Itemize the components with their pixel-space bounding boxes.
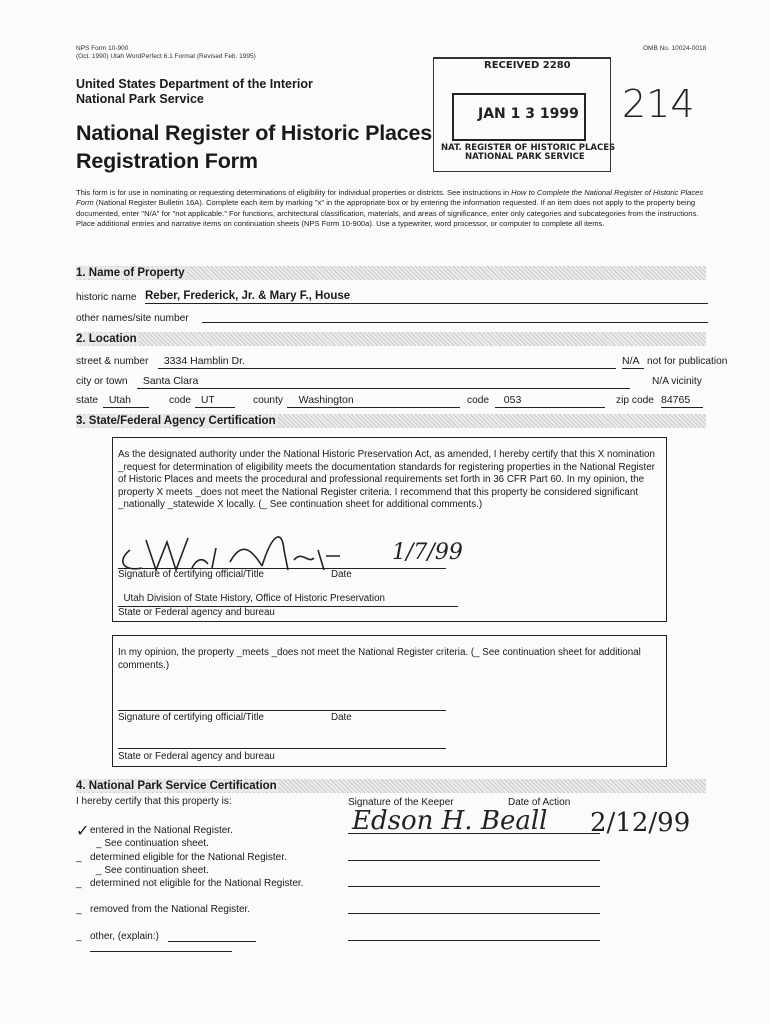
option-entered-continuation[interactable]: _ See continuation sheet.	[96, 838, 209, 849]
state-code-label: code	[169, 395, 192, 406]
city-label: city or town	[76, 376, 128, 387]
department-name: United States Department of the Interior	[76, 77, 313, 91]
agency-field[interactable]: Utah Division of State History, Office of Historic Preservation	[118, 593, 458, 607]
option-eligible-mark[interactable]: _	[76, 852, 82, 863]
form-title-line1: National Register of Historic Places	[76, 121, 433, 145]
other-names-field[interactable]	[202, 322, 708, 323]
section-4-heading: 4. National Park Service Certification	[76, 779, 706, 793]
keeper-line-4[interactable]	[348, 913, 600, 914]
option-entered: entered in the National Register.	[90, 825, 233, 836]
form-version: (Oct. 1990) Utah WordPerfect 6.1 Format (Revised Feb. 1995)	[76, 53, 256, 60]
intro-paragraph: This form is for use in nominating or requesting determinations of eligibility for individual properties or districts. See instructions in How to Complete the National Register of Historic Places Form (National Register Bulletin 16A). Complete each item by marking "x" in the appropriate box or by entering the information requested. If an item does not apply to the property being documented, enter "N/A" for "not applicable." For functions, architectural classification, materials, and areas of significance, enter only categories and subcategories from the instructions. Place additional entries and narrative items on continuation sheets (NPS Form 10-900a). Use a typewriter, word processor, or computer to complete all items.	[76, 188, 704, 229]
keeper-line-1[interactable]	[348, 833, 600, 834]
certify-statement: I hereby certify that this property is:	[76, 796, 232, 807]
vicinity-value: N/A vicinity	[652, 376, 702, 387]
signature-label-2: Signature of certifying official/Title	[118, 712, 264, 723]
agency-line-2	[118, 748, 446, 749]
not-for-publication-field[interactable]: N/A	[622, 355, 644, 369]
county-label: county	[253, 395, 284, 406]
opinion-text: In my opinion, the property _meets _does not meet the National Register criteria. (_ See continuation sheet for additional comments.)	[118, 647, 641, 671]
option-other: other, (explain:)	[90, 931, 159, 942]
option-other-mark[interactable]: _	[76, 931, 82, 942]
zip-label: zip code	[616, 395, 654, 406]
other-names-label: other names/site number	[76, 313, 189, 324]
option-removed: removed from the National Register.	[90, 904, 251, 915]
keeper-signature-label: Signature of the Keeper	[348, 797, 454, 808]
agency-label: State or Federal agency and bureau	[118, 607, 275, 618]
date-label: Date	[331, 569, 352, 580]
section-3-heading: 3. State/Federal Agency Certification	[76, 414, 706, 428]
street-label: street & number	[76, 356, 149, 367]
keeper-line-2[interactable]	[348, 860, 600, 861]
state-label: state	[76, 395, 99, 406]
omb-number: OMB No. 10024-0018	[643, 45, 707, 52]
other-explain-line[interactable]	[168, 941, 256, 942]
stamp-received: RECEIVED 2280	[484, 60, 571, 71]
service-name: National Park Service	[76, 92, 204, 106]
stamp-line1: NAT. REGISTER OF HISTORIC PLACES	[441, 143, 616, 153]
street-field[interactable]: 3334 Hamblin Dr.	[158, 355, 616, 369]
not-for-publication-label: not for publication	[647, 356, 728, 367]
form-number: NPS Form 10-900	[76, 45, 129, 52]
agency-label-2: State or Federal agency and bureau	[118, 751, 275, 762]
action-date-handwritten: 2/12/99	[590, 808, 691, 838]
keeper-line-3[interactable]	[348, 886, 600, 887]
date-label-2: Date	[331, 712, 352, 723]
state-code-field[interactable]: UT	[195, 394, 235, 408]
option-eligible-continuation[interactable]: _ See continuation sheet.	[96, 865, 209, 876]
handwritten-number: 214	[622, 82, 695, 126]
county-code-label: code	[467, 395, 490, 406]
keeper-line-5[interactable]	[348, 940, 600, 941]
historic-name-field[interactable]: Reber, Frederick, Jr. & Mary F., House	[145, 290, 708, 304]
certification-date-handwritten: 1/7/99	[392, 540, 463, 565]
section-1-heading: 1. Name of Property	[76, 266, 706, 280]
signature-line-2	[118, 710, 446, 711]
city-field[interactable]: Santa Clara	[137, 375, 630, 389]
keeper-signature: Edson H. Beall	[352, 806, 548, 836]
option-not-eligible: determined not eligible for the National Register.	[90, 878, 304, 889]
signature-label: Signature of certifying official/Title	[118, 569, 264, 580]
form-title-line2: Registration Form	[76, 149, 258, 173]
option-eligible: determined eligible for the National Register.	[90, 852, 287, 863]
state-field[interactable]: Utah	[103, 394, 149, 408]
county-field[interactable]: Washington	[287, 394, 460, 408]
option-not-eligible-mark[interactable]: _	[76, 878, 82, 889]
stamp-line2: NATIONAL PARK SERVICE	[465, 152, 585, 162]
county-code-field[interactable]: 053	[495, 394, 605, 408]
other-explain-line-2[interactable]	[90, 951, 232, 952]
certification-text: As the designated authority under the National Historic Preservation Act, as amended, I hereby certify that this X nomination _request for determination of eligibility meets the documentation standards for registering properties in the National Register of Historic Places and meets the procedural and professional requirements set forth in 36 CFR Part 60. In my opinion, the property X meets _does not meet the National Register criteria. I recommend that this property be considered significant _nationally _statewide X locally. (_ See continuation sheet for additional comments.)	[118, 449, 655, 511]
date-of-action-label: Date of Action	[508, 797, 571, 808]
checkmark-icon[interactable]: ✓	[76, 823, 90, 840]
historic-name-label: historic name	[76, 292, 137, 303]
section-2-heading: 2. Location	[76, 332, 706, 346]
option-removed-mark[interactable]: _	[76, 904, 82, 915]
stamp-date: JAN 1 3 1999	[478, 106, 579, 122]
zip-field[interactable]: 84765	[661, 394, 703, 408]
